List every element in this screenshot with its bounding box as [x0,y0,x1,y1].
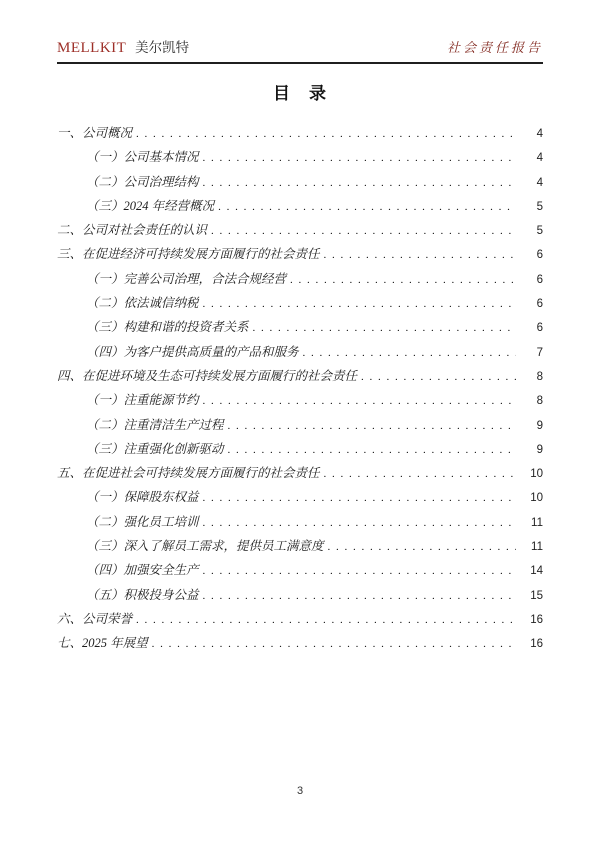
table-of-contents [57,122,543,657]
dot-leader [203,389,516,413]
toc-entry[interactable] [57,414,543,438]
toc-entry[interactable] [57,559,543,583]
toc-entry[interactable] [57,608,543,632]
toc-page-number: 6 [536,322,543,335]
dot-leader [228,414,516,438]
toc-entry[interactable] [57,243,543,267]
toc-page-number: 16 [530,638,543,651]
toc-entry[interactable] [57,171,543,195]
toc-entry[interactable] [57,584,543,608]
toc-page-number: 9 [536,443,543,456]
toc-page-number: 16 [530,613,543,626]
brand-logo-cn: 美尔凯特 [135,40,190,55]
toc-entry[interactable] [57,122,543,146]
toc-page-number: 8 [536,395,543,408]
toc-entry[interactable] [57,389,543,413]
dot-leader [324,243,516,267]
toc-entry-title: （三）2024 年经营概况 [86,198,215,213]
toc-entry-title: （二）注重清洁生产过程 [86,417,224,432]
dot-leader [203,292,516,316]
toc-entry-title: （二）依法诚信纳税 [86,296,199,311]
toc-entry-title: （一）完善公司治理，合法合规经营 [86,271,287,286]
dot-leader [303,341,516,365]
toc-entry-title: 七、2025 年展望 [57,636,148,651]
toc-page-number: 11 [531,516,543,529]
dot-leader [203,559,516,583]
toc-page-number: 10 [530,492,543,505]
dot-leader [328,535,516,559]
toc-entry-title: 四、在促进环境及生态可持续发展方面履行的社会责任 [57,368,358,383]
dot-leader [136,122,516,146]
dot-leader [211,219,516,243]
toc-entry-title: 六、公司荣誉 [57,611,133,626]
toc-entry[interactable] [57,292,543,316]
toc-page-number: 8 [536,370,543,383]
dot-leader [203,584,516,608]
toc-page-number: 5 [536,225,543,238]
toc-page-number: 7 [536,346,543,359]
toc-entry[interactable] [57,365,543,389]
toc-page-number: 15 [530,589,543,602]
toc-page-number: 5 [536,200,543,213]
toc-entry-title: 五、在促进社会可持续发展方面履行的社会责任 [57,466,320,481]
page-header [57,36,543,64]
toc-entry-title: （五）积极投身公益 [86,587,199,602]
toc-page-number: 4 [536,176,543,189]
toc-entry-title: 二、公司对社会责任的认识 [57,223,208,238]
toc-entry-title: （二）公司治理结构 [86,174,199,189]
toc-page-number: 14 [530,565,543,578]
toc-page-number: 4 [536,152,543,165]
toc-page-number: 11 [531,541,543,554]
report-title: 社会责任报告 [446,40,543,55]
toc-entry-title: （三）构建和谐的投资者关系 [86,320,249,335]
dot-leader [203,171,516,195]
toc-entry[interactable] [57,438,543,462]
toc-page-number: 10 [530,468,543,481]
dot-leader [290,268,516,292]
brand-logo-en: MELLKIT [57,40,127,56]
toc-entry[interactable] [57,219,543,243]
dot-leader [228,438,516,462]
dot-leader [203,486,516,510]
toc-entry[interactable] [57,341,543,365]
toc-entry-title: 一、公司概况 [57,126,133,140]
toc-entry[interactable] [57,486,543,510]
dot-leader [203,511,516,535]
toc-entry[interactable] [57,195,543,219]
toc-entry-title: （一）注重能源节约 [86,393,199,408]
toc-page-number: 4 [536,128,543,140]
footer-page-number: 3 [296,785,304,797]
toc-entry[interactable] [57,146,543,170]
toc-entry-title: （一）公司基本情况 [86,150,199,165]
dot-leader [324,462,516,486]
dot-leader [203,146,516,170]
toc-entry-title: （一）保障股东权益 [86,490,199,505]
dot-leader [361,365,516,389]
dot-leader [218,195,516,219]
dot-leader [136,608,516,632]
toc-heading: 目 录 [273,84,327,103]
toc-entry[interactable] [57,462,543,486]
dot-leader [152,632,516,656]
dot-leader [253,316,516,340]
toc-entry-title: 三、在促进经济可持续发展方面履行的社会责任 [57,247,320,262]
toc-entry[interactable] [57,316,543,340]
toc-page-number: 6 [536,298,543,311]
toc-entry[interactable] [57,535,543,559]
toc-entry[interactable] [57,632,543,656]
toc-entry[interactable] [57,268,543,292]
toc-entry-title: （四）为客户提供高质量的产品和服务 [86,344,299,359]
toc-entry-title: （三）深入了解员工需求，提供员工满意度 [86,539,324,554]
toc-entry-title: （四）加强安全生产 [86,563,199,578]
toc-entry-title: （二）强化员工培训 [86,514,199,529]
brand-logo [57,36,189,57]
toc-entry[interactable] [57,511,543,535]
toc-page-number: 9 [536,419,543,432]
toc-page-number: 6 [536,249,543,262]
toc-page-number: 6 [536,273,543,286]
toc-entry-title: （三）注重强化创新驱动 [86,441,224,456]
